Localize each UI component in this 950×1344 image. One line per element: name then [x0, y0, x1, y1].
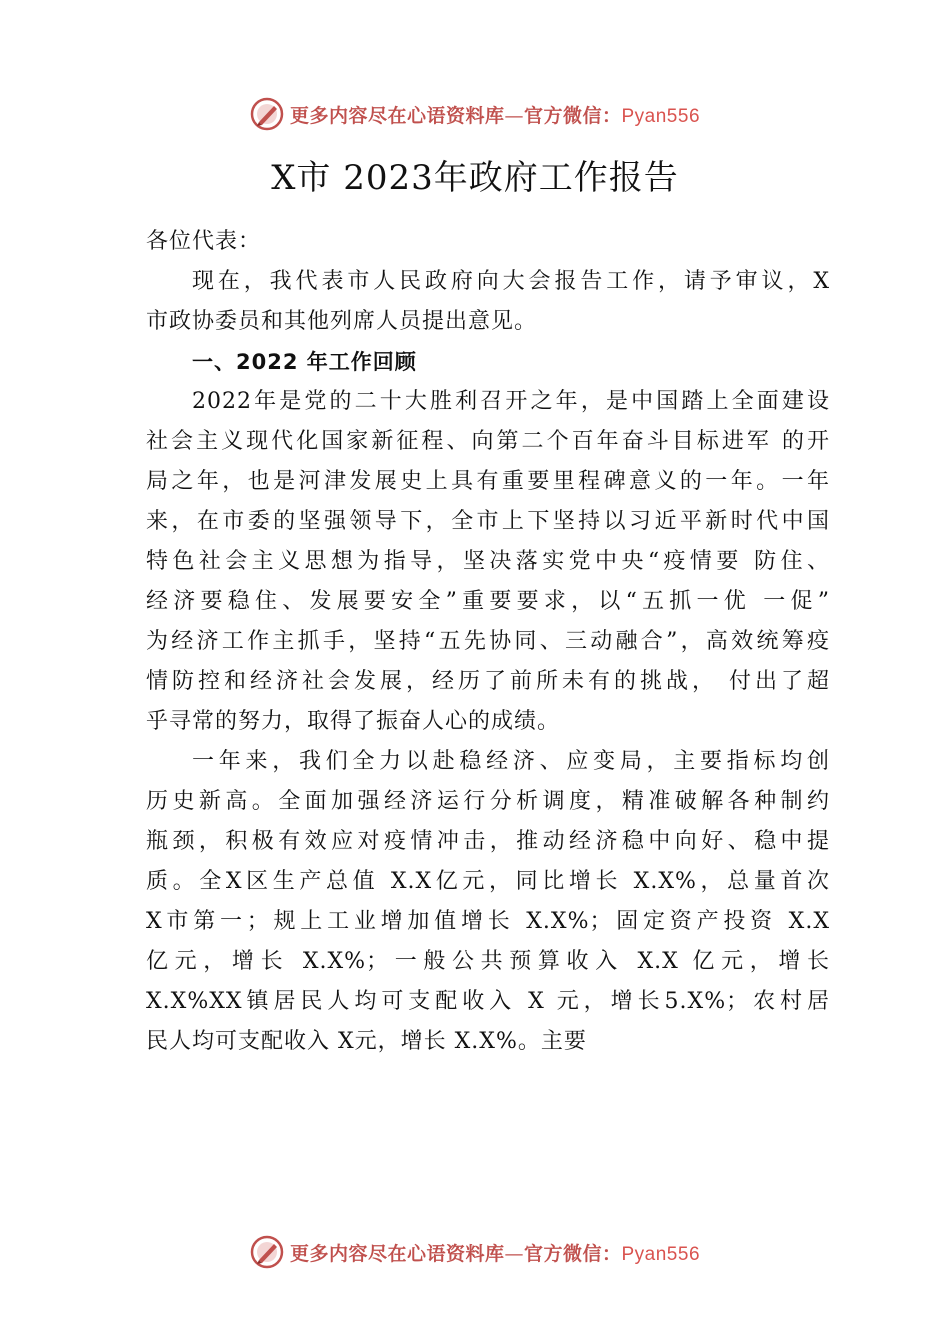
- paragraph-line: 情防控和经济社会发展，经历了前所未有的挑战， 付出了超: [146, 669, 830, 694]
- paragraph-line: X市第一；规上工业增加值增长 X.X%；固定资产投资 X.X: [146, 909, 830, 934]
- paragraph-line: 历史新高。全面加强经济运行分析调度，精准破解各种制约: [146, 789, 830, 814]
- pen-seal-icon: [250, 97, 284, 131]
- paragraph-line: 亿元，增长 X.X%；一般公共预算收入 X.X 亿元，增长: [146, 949, 830, 974]
- paragraph-line: 质。全X区生产总值 X.X亿元，同比增长 X.X%，总量首次: [146, 869, 830, 894]
- paragraph-line: 民人均可支配收入 X元，增长 X.X%。主要: [146, 1029, 587, 1054]
- document-body: [146, 222, 830, 1062]
- watermark-footer: [0, 1232, 950, 1272]
- page-title: X市 2023年政府工作报告: [271, 158, 679, 198]
- paragraph-line: 社会主义现代化国家新征程、向第二个百年奋斗目标进军 的开: [146, 429, 830, 454]
- paragraph-line: 局之年，也是河津发展史上具有重要里程碑意义的一年。一年: [146, 469, 830, 494]
- intro-line: 市政协委员和其他列席人员提出意见。: [146, 309, 538, 334]
- watermark-text: 更多内容尽在心语资料库—官方微信：Pyan556: [289, 1242, 701, 1265]
- intro-line: 现在，我代表市人民政府向大会报告工作，请予审议，X: [192, 269, 830, 294]
- paragraph-line: 为经济工作主抓手，坚持“五先协同、三动融合”，高效统筹疫: [146, 629, 830, 654]
- watermark-text: 更多内容尽在心语资料库—官方微信：Pyan556: [289, 104, 701, 127]
- salutation: 各位代表：: [146, 229, 262, 254]
- paragraph-line: 瓶颈，积极有效应对疫情冲击，推动经济稳中向好、稳中提: [146, 829, 830, 854]
- paragraph-line: 经济要稳住、发展要安全”重要要求，以“五抓一优 一促”: [146, 589, 830, 614]
- paragraph-line: X.X%XX镇居民人均可支配收入 X 元，增长5.X%；农村居: [146, 989, 830, 1014]
- paragraph-line: 一年来，我们全力以赴稳经济、应变局，主要指标均创: [192, 749, 830, 774]
- paragraph-line: 特色社会主义思想为指导，坚决落实党中央“疫情要 防住、: [146, 549, 830, 574]
- pen-seal-icon: [250, 1235, 284, 1269]
- paragraph-line: 2022年是党的二十大胜利召开之年，是中国踏上全面建设: [192, 389, 830, 414]
- paragraph-line: 来，在市委的坚强领导下，全市上下坚持以习近平新时代中国: [146, 509, 830, 534]
- section-heading: 一、2022 年工作回顾: [192, 350, 417, 374]
- paragraph-line: 乎寻常的努力，取得了振奋人心的成绩。: [146, 709, 561, 734]
- watermark-header: [0, 94, 950, 134]
